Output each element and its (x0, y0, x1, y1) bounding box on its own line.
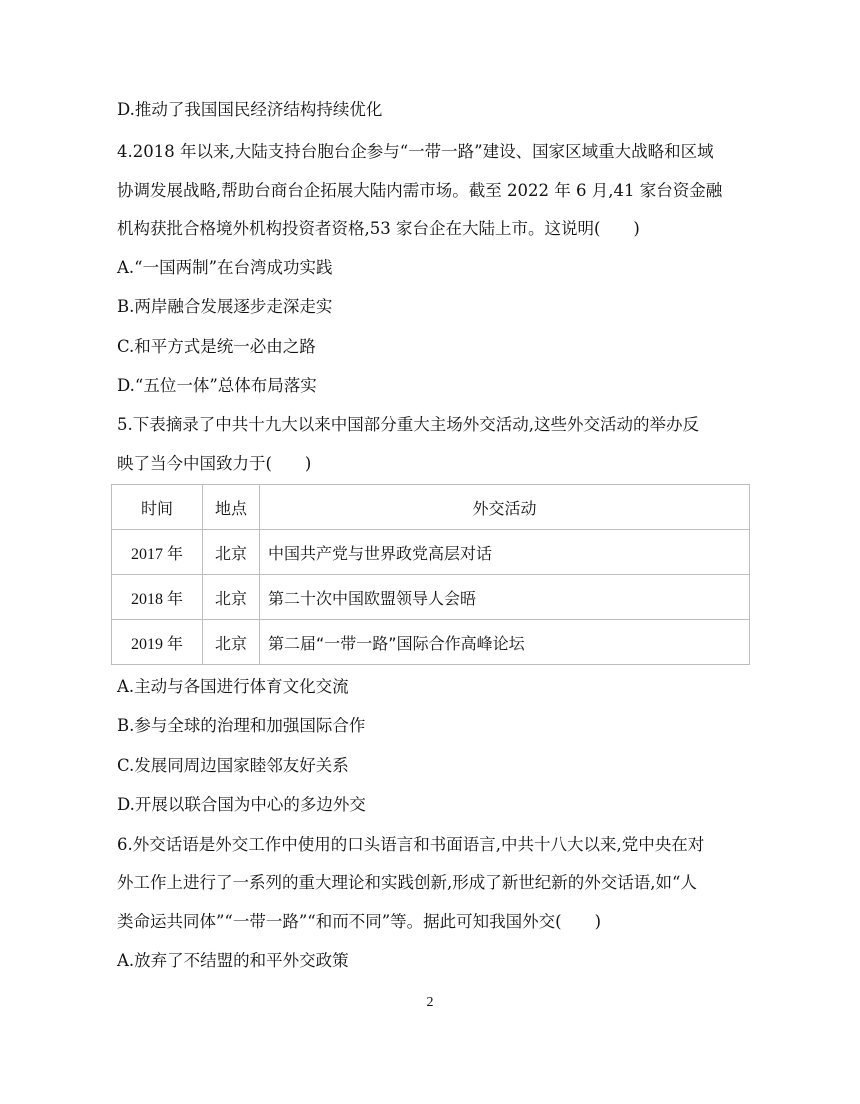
q5-option-a: A.主动与各国进行体育文化交流 (117, 677, 349, 696)
q5-option-d: D.开展以联合国为中心的多边外交 (117, 795, 366, 814)
table-row (112, 620, 750, 665)
cell-place: 北京 (203, 530, 260, 575)
q5-stem-line-2: 映了当今中国致力于( ) (117, 454, 312, 473)
diplomacy-table (111, 484, 750, 665)
cell-place: 北京 (203, 575, 260, 620)
table-header-row (112, 485, 750, 530)
cell-activity: 第二十次中国欧盟领导人会晤 (260, 575, 750, 620)
cell-year: 2017 年 (112, 530, 203, 575)
header-time: 时间 (112, 485, 203, 530)
cell-year: 2018 年 (112, 575, 203, 620)
q4-option-d: D.“五位一体”总体布局落实 (117, 376, 317, 395)
header-place: 地点 (203, 485, 260, 530)
q3-option-d: D.推动了我国国民经济结构持续优化 (117, 100, 383, 119)
q4-stem-line-2: 协调发展战略,帮助台商台企拓展大陆内需市场。截至 2022 年 6 月,41 家台资金融 (117, 181, 723, 200)
cell-place: 北京 (203, 620, 260, 665)
q6-stem-line-2: 外工作上进行了一系列的重大理论和实践创新,形成了新世纪新的外交话语,如“人 (117, 873, 697, 892)
q4-option-a: A.“一国两制”在台湾成功实践 (117, 258, 333, 277)
page-number: 2 (426, 995, 434, 1010)
cell-activity: 中国共产党与世界政党高层对话 (260, 530, 750, 575)
header-activity: 外交活动 (260, 485, 750, 530)
q6-option-a: A.放弃了不结盟的和平外交政策 (117, 951, 349, 970)
q5-stem-line-1: 5.下表摘录了中共十九大以来中国部分重大主场外交活动,这些外交活动的举办反 (117, 415, 699, 434)
cell-activity: 第二届“一带一路”国际合作高峰论坛 (260, 620, 750, 665)
q5-option-c: C.发展同周边国家睦邻友好关系 (117, 756, 349, 775)
q4-option-c: C.和平方式是统一必由之路 (117, 337, 316, 356)
q6-stem-line-1: 6.外交话语是外交工作中使用的口头语言和书面语言,中共十八大以来,党中央在对 (117, 835, 705, 854)
q4-stem-line-1: 4.2018 年以来,大陆支持台胞台企参与“一带一路”建设、国家区域重大战略和区域 (117, 142, 714, 161)
table-row (112, 530, 750, 575)
cell-year: 2019 年 (112, 620, 203, 665)
q4-stem-line-3: 机构获批合格境外机构投资者资格,53 家台企在大陆上市。这说明( ) (117, 219, 640, 238)
table-row (112, 575, 750, 620)
q4-option-b: B.两岸融合发展逐步走深走实 (117, 297, 333, 316)
q5-option-b: B.参与全球的治理和加强国际合作 (117, 716, 366, 735)
q6-stem-line-3: 类命运共同体”“一带一路”“和而不同”等。据此可知我国外交( ) (117, 912, 602, 931)
